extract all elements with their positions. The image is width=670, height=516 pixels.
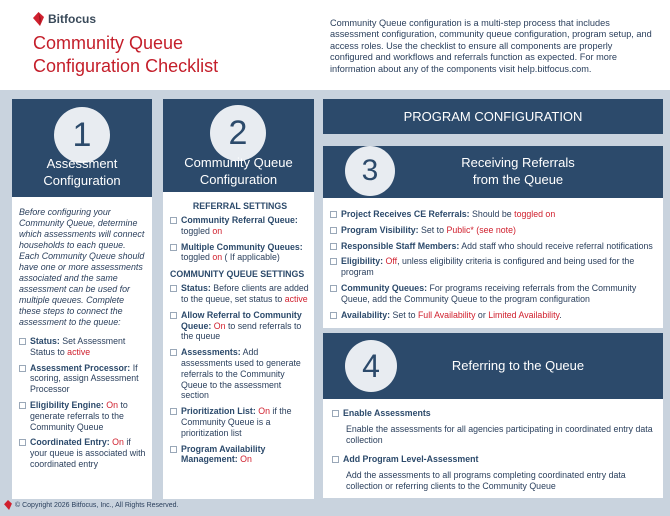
item-red: on (212, 225, 223, 236)
checklist-item-text (30, 400, 147, 432)
item-after2: . (559, 309, 562, 320)
checkbox[interactable] (19, 365, 26, 372)
item-red2: Limited Availability (488, 309, 560, 320)
checklist-item[interactable] (170, 444, 310, 466)
checklist-item-text (341, 283, 658, 305)
checklist-item[interactable] (330, 209, 658, 220)
item-label: Multiple Community Queues: (181, 241, 303, 252)
receiving-referrals-title (418, 154, 618, 188)
checkbox[interactable] (170, 312, 177, 319)
item-label: Eligibility: (341, 256, 384, 267)
checkbox[interactable] (332, 456, 339, 463)
item-label: Enable Assessments (343, 408, 431, 418)
checklist-item[interactable] (330, 283, 658, 305)
item-after: , unless eligibility criteria is configured and being used for the program (341, 256, 635, 278)
item-text: Set to (390, 309, 418, 320)
intro-text: Community Queue configuration is a multi-step process that includes assessment configuration, community queue configuration, program setup, and access roles. Use the checklist to ensure all components are properly configured and workflows and referrals function as expected. For more information about any of the components visit help.bitfocus.com. (330, 18, 652, 74)
checklist-item-text (30, 437, 147, 469)
checklist-item[interactable] (170, 310, 310, 342)
referring-to-queue-header (323, 333, 663, 399)
item-red: On (106, 399, 119, 410)
bitfocus-logo-icon (33, 12, 44, 26)
checkbox[interactable] (332, 410, 339, 417)
checklist-item-text (181, 406, 310, 438)
item-label: Allow Referral to Community Queue: (181, 309, 302, 331)
assessment-checklist (19, 336, 147, 470)
item-label: Coordinated Entry: (30, 437, 110, 448)
title-line2: from the Queue (472, 172, 564, 187)
title-line2: Configuration (43, 173, 121, 188)
checklist-item[interactable] (19, 400, 147, 432)
receiving-referrals-header (323, 146, 663, 198)
step-number-4: 4 (345, 340, 397, 392)
checklist-item[interactable] (330, 225, 658, 236)
referral-settings-checklist (170, 215, 310, 263)
checkbox[interactable] (170, 349, 177, 356)
item-text: Add assessments used to generate referrals to the Community Queue to the assessment section (181, 347, 301, 401)
checkbox[interactable] (170, 446, 177, 453)
referring-to-queue-title: Referring to the Queue (451, 358, 585, 373)
item-red: active (284, 293, 308, 304)
checklist-item[interactable] (170, 283, 310, 305)
checklist-item-text (181, 242, 310, 264)
community-queue-settings-heading: COMMUNITY QUEUE SETTINGS (170, 269, 305, 280)
checklist-item-text (341, 310, 562, 321)
step-number-2: 2 (210, 105, 266, 161)
community-queue-configuration-header (163, 99, 314, 192)
item-label: Program Availability Management: (181, 443, 266, 465)
item-label: Responsible Staff Members: (341, 240, 460, 251)
checkbox[interactable] (170, 285, 177, 292)
title-line1: Community Queue (184, 155, 293, 170)
item-red: On (112, 437, 124, 448)
checklist-item[interactable] (19, 336, 147, 358)
item-label: Community Referral Queue: (181, 215, 298, 225)
checkbox[interactable] (170, 408, 177, 415)
item-label: Availability: (341, 309, 391, 320)
community-queue-configuration-body (170, 201, 310, 470)
assessment-intro: Before configuring your Community Queue, determine which assessments will connect households to each queue. Each Community Queue should have one or more assessments associated and the same assessment can be used for multiple queues. Complete these steps to connect the assessment to the queue: (19, 207, 145, 327)
item-text: Before clients are added to the queue, set status to (181, 283, 309, 304)
checkbox[interactable] (19, 402, 26, 409)
checklist-item[interactable] (19, 363, 147, 395)
header (0, 0, 670, 90)
item-after: if your queue is associated with coordinated entry (30, 437, 146, 469)
receiving-referrals-body (330, 209, 658, 325)
item-after: ( If applicable) (222, 252, 280, 263)
checklist-item-text (341, 241, 653, 252)
checklist-item-text (341, 209, 555, 220)
checklist-item-text (181, 444, 310, 466)
checklist-item-text (341, 256, 658, 278)
checklist-item[interactable] (170, 406, 310, 438)
item-label: Assessment Processor: (30, 362, 131, 373)
item-description: Add the assessments to all programs completing coordinated entry data collection or referring clients to the Community Queue (346, 469, 626, 491)
assessment-configuration-panel (12, 99, 152, 499)
checkbox[interactable] (330, 211, 337, 218)
item-label: Status: (30, 336, 60, 346)
item-red: Off (385, 256, 398, 267)
item-label: Assessments: (181, 347, 241, 358)
bitfocus-footer-icon (4, 500, 12, 510)
item-label: Program Visibility: (341, 224, 419, 235)
assessment-configuration-title (12, 155, 152, 189)
item-label: Add Program Level-Assessment (343, 453, 479, 464)
checkbox[interactable] (170, 217, 177, 224)
checklist-item[interactable] (332, 454, 657, 465)
page-title-line1: Community Queue (33, 33, 184, 53)
page-title (33, 32, 218, 78)
community-queue-configuration-panel (163, 99, 314, 499)
checklist-item-text (181, 283, 310, 305)
item-description: Enable the assessments for all agencies participating in coordinated entry data collection (346, 423, 653, 445)
checklist-item-text (341, 225, 516, 236)
item-label: Project Receives CE Referrals: (341, 209, 470, 219)
item-after: or (475, 309, 489, 320)
item-red: on (212, 252, 223, 263)
checklist-item[interactable] (330, 256, 658, 278)
item-after: to generate referrals to the Community Queue (30, 399, 128, 432)
item-text: Set to (418, 224, 447, 235)
checklist-item[interactable] (170, 347, 310, 401)
checklist-item-text (181, 347, 310, 401)
checklist-item[interactable] (332, 408, 657, 419)
community-queue-settings-checklist (170, 283, 310, 465)
item-text: For programs receiving referrals from the Community Queue, add the Community Queue to the program configuration (341, 282, 637, 304)
item-label: Eligibility Engine: (30, 399, 104, 410)
checklist-item-text (181, 215, 310, 237)
item-text: Set Assessment Status to (30, 336, 126, 357)
footer (4, 500, 179, 510)
checklist-item[interactable] (330, 310, 658, 321)
checklist-item[interactable] (170, 242, 310, 264)
checkbox[interactable] (19, 338, 26, 345)
item-after: to send referrals to the queue (181, 320, 302, 342)
item-text: Should be (469, 209, 515, 219)
checkbox[interactable] (19, 439, 26, 446)
item-label: Status: (181, 283, 211, 294)
checkbox[interactable] (330, 258, 337, 265)
title-line2: Configuration (199, 172, 278, 187)
checkbox[interactable] (330, 312, 337, 319)
copyright-text: © Copyright 2026 Bitfocus, Inc., All Rights Reserved. (15, 501, 179, 509)
item-text: toggled (181, 252, 213, 263)
item-red: active (67, 346, 91, 357)
assessment-configuration-header (12, 99, 152, 197)
item-label: Prioritization List: (181, 406, 256, 417)
checklist-item-text (181, 310, 310, 342)
item-text: toggled (181, 225, 213, 236)
receiving-referrals-checklist (330, 209, 658, 320)
logo (33, 12, 96, 26)
referring-to-queue-panel (323, 333, 663, 498)
item-after: if the Community Queue is a prioritization list (181, 406, 292, 438)
checklist-item-text (30, 336, 147, 358)
item-red: On (258, 406, 270, 417)
checkbox[interactable] (330, 285, 337, 292)
checklist-item[interactable] (170, 215, 310, 237)
checkbox[interactable] (330, 227, 337, 234)
assessment-configuration-body (19, 207, 147, 475)
checklist-item[interactable] (330, 241, 658, 252)
item-red: On (240, 454, 252, 465)
item-label: Community Queues: (341, 282, 428, 293)
item-text: If scoring, assign Assessment Processor (30, 362, 139, 395)
page-title-line2: Configuration Checklist (33, 56, 219, 76)
checkbox[interactable] (330, 243, 337, 250)
referring-to-queue-body (332, 408, 657, 500)
title-line1: Receiving Referrals (461, 155, 575, 170)
item-red: On (213, 320, 226, 331)
checklist-item-text (30, 363, 147, 395)
referring-to-queue-checklist (332, 408, 657, 492)
item-red: Public* (see note) (446, 224, 516, 235)
item-red: toggled on (514, 209, 556, 219)
title-line1: Assessment (46, 156, 118, 171)
referral-settings-heading: REFERRAL SETTINGS (192, 201, 288, 211)
checklist-item[interactable] (19, 437, 147, 469)
step-number-1: 1 (54, 107, 110, 163)
item-red: Full Availability (417, 309, 476, 320)
community-queue-configuration-title (163, 154, 314, 188)
logo-text: Bitfocus (48, 12, 96, 26)
program-configuration-banner: PROGRAM CONFIGURATION (323, 99, 663, 134)
step-number-3: 3 (345, 146, 395, 196)
checkbox[interactable] (170, 244, 177, 251)
item-text: Add staff who should receive referral notifications (459, 240, 653, 251)
receiving-referrals-panel (323, 146, 663, 328)
